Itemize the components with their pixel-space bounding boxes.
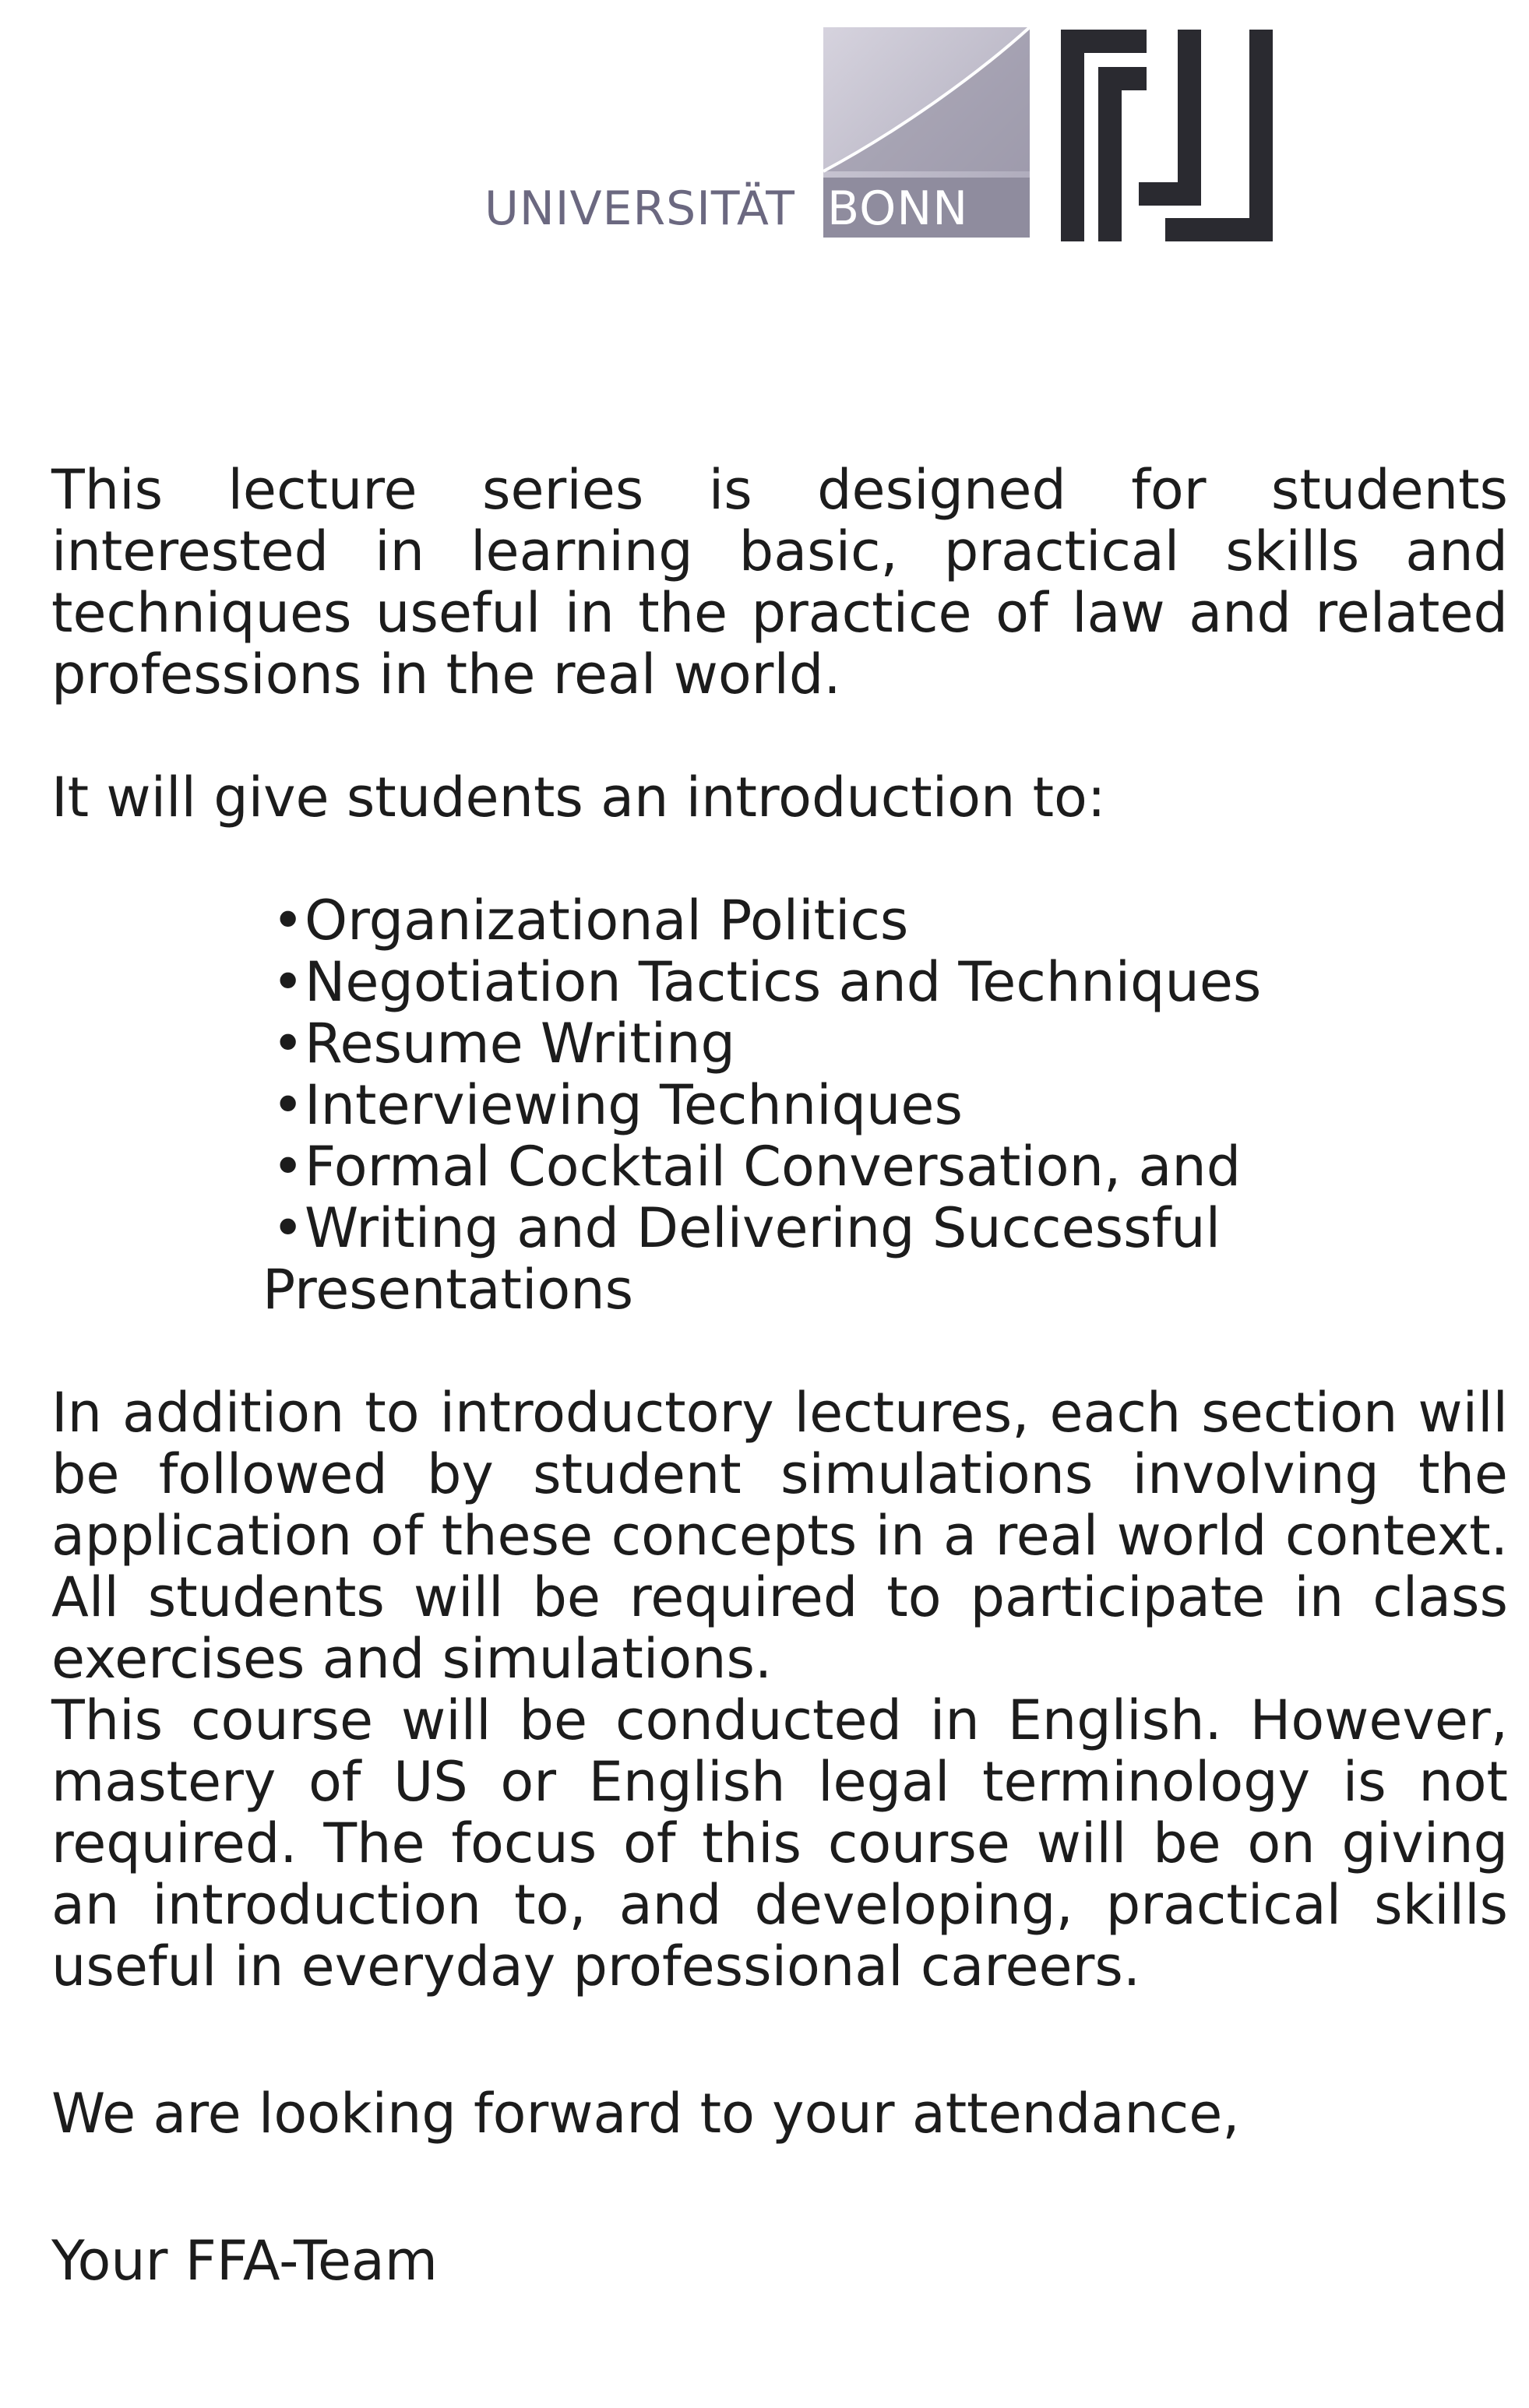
lead-in-text: It will give students an introduction to: — [51, 766, 1106, 829]
university-logo — [0, 0, 1529, 265]
list-item — [272, 1013, 1508, 1075]
list-item — [272, 1136, 1508, 1198]
logo-text-universitat: UNIVERSITÄT — [484, 181, 795, 236]
topic-label: Resume Writing — [305, 1012, 735, 1076]
topic-label: Formal Cocktail Conversation, and — [305, 1135, 1242, 1199]
closing-line: We are looking forward to your attendance, — [51, 2082, 1240, 2146]
list-item — [272, 1075, 1508, 1136]
signature: Your FFA-Team — [51, 2229, 438, 2293]
logo-mark — [1061, 30, 1273, 241]
flyer-body — [51, 459, 1508, 2292]
list-item — [272, 890, 1508, 952]
topic-label: Organizational Politics — [305, 889, 909, 952]
list-item — [272, 952, 1508, 1013]
bullet-icon: • — [272, 1135, 305, 1199]
bullet-icon: • — [272, 1012, 305, 1076]
bullet-icon: • — [272, 950, 305, 1014]
topic-label: Interviewing Techniques — [305, 1073, 963, 1137]
topic-continuation: Presentations — [262, 1258, 634, 1322]
topic-list — [51, 890, 1508, 1321]
bullet-icon: • — [272, 889, 305, 952]
list-item — [262, 1196, 1508, 1322]
language-note-paragraph: This course will be conducted in English. However, mastery of US or English legal terminology is not required. The focus of this course will be on giving an introduction to, and developing, practical skills useful in everyday professional careers. — [51, 1688, 1508, 1998]
topic-label: Negotiation Tactics and Techniques — [305, 950, 1262, 1014]
details-paragraph: In addition to introductory lectures, each section will be followed by student simulations involving the application of these concepts in a real world context. All students will be required to participate in class exercises and simulations. — [51, 1381, 1508, 1691]
topic-label: Writing and Delivering Successful — [305, 1196, 1221, 1260]
logo-text-bonn: BONN — [827, 181, 969, 236]
bullet-icon: • — [272, 1196, 305, 1260]
intro-paragraph: This lecture series is designed for students interested in learning basic, practical skills and techniques useful in the practice of law and related professions in the real world. — [51, 458, 1508, 706]
bullet-icon: • — [272, 1073, 305, 1137]
